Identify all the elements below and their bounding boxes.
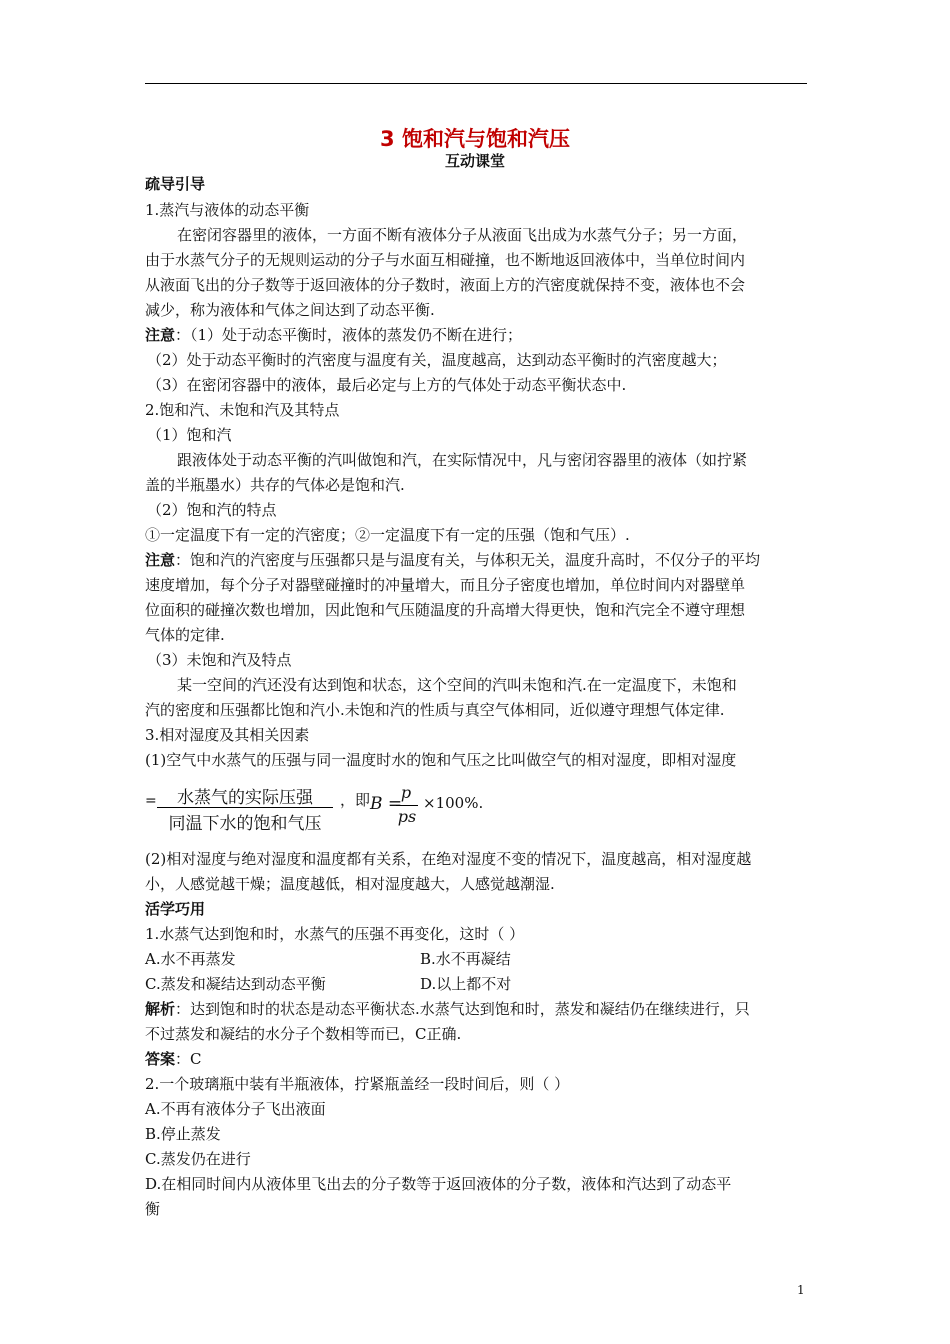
option-a: A.水不再蒸发: [145, 950, 236, 968]
paragraph-line: (2)相对湿度与绝对湿度和温度都有关系，在绝对湿度不变的情况下，温度越高，相对湿度越: [145, 850, 752, 868]
formula-equals: =: [145, 793, 157, 809]
fraction-bar: [396, 805, 418, 806]
subsection-title: （1）饱和汽: [147, 426, 232, 444]
paragraph-line: 某一空间的汽还没有达到饱和状态，这个空间的汽叫未饱和汽.在一定温度下，未饱和: [177, 676, 737, 694]
option-b: B.水不再凝结: [420, 950, 511, 968]
option-b: B.停止蒸发: [145, 1125, 221, 1143]
paragraph-line: (1)空气中水蒸气的压强与同一温度时水的饱和气压之比叫做空气的相对湿度，即相对湿度: [145, 751, 737, 769]
heading-apply: 活学巧用: [145, 900, 206, 918]
paragraph-line: 盖的半瓶墨水）共存的气体必是饱和汽.: [145, 476, 405, 494]
note-label: 注意: [145, 326, 176, 344]
analysis-label: 解析: [145, 1000, 176, 1018]
formula-p: p: [400, 783, 412, 802]
page-number: 1: [797, 1283, 805, 1297]
page-title: 3 饱和汽与饱和汽压: [380, 127, 570, 151]
option-c: C.蒸发仍在进行: [145, 1150, 251, 1168]
formula-lhs: B =: [370, 794, 403, 814]
relative-humidity-formula: [145, 783, 545, 833]
paragraph-line: 跟液体处于动态平衡的汽叫做饱和汽，在实际情况中，凡与密闭容器里的液体（如拧紧: [177, 451, 748, 469]
subsection-title: （2）饱和汽的特点: [147, 501, 277, 519]
paragraph-line: 在密闭容器里的液体，一方面不断有液体分子从液面飞出成为水蒸气分子；另一方面，: [177, 226, 748, 244]
option-d: D.以上都不对: [420, 975, 512, 993]
paragraph-line: 气体的定律.: [145, 626, 225, 644]
option-d: D.在相同时间内从液体里飞出去的分子数等于返回液体的分子数，液体和汽达到了动态平: [145, 1175, 732, 1193]
answer-label: 答案: [145, 1050, 176, 1068]
note-text: ：饱和汽的汽密度与压强都只是与温度有关，与体积无关，温度升高时，不仅分子的平均: [175, 551, 761, 569]
formula-denominator: 同温下水的饱和气压: [168, 814, 322, 834]
note-label: 注意: [145, 551, 176, 569]
section2-title: 2.饱和汽、未饱和汽及其特点: [145, 401, 340, 419]
paragraph-line: 汽的密度和压强都比饱和汽小.未饱和汽的性质与真空气体相同，近似遵守理想气体定律.: [145, 701, 725, 719]
question-2: 2.一个玻璃瓶中装有半瓶液体，拧紧瓶盖经一段时间后，则（ ）: [145, 1075, 570, 1093]
note-line: （3）在密闭容器中的液体，最后必定与上方的气体处于动态平衡状态中.: [147, 376, 627, 394]
paragraph-line: 位面积的碰撞次数也增加，因此饱和气压随温度的升高增大得更快，饱和汽完全不遵守理想: [145, 601, 746, 619]
paragraph-line: 不过蒸发和凝结的水分子个数相等而已，C正确.: [145, 1025, 462, 1043]
paragraph-line: ①一定温度下有一定的汽密度；②一定温度下有一定的压强（饱和气压）.: [145, 526, 630, 544]
section3-title: 3.相对湿度及其相关因素: [145, 726, 310, 744]
analysis-line: [145, 999, 750, 1019]
header-rule: [145, 83, 807, 84]
note-line: （2）处于动态平衡时的汽密度与温度有关，温度越高，达到动态平衡时的汽密度越大；: [147, 351, 727, 369]
page-subtitle: 互动课堂: [444, 152, 505, 170]
note-line: [145, 550, 760, 570]
paragraph-line: 小，人感觉越干燥；温度越低，相对湿度越大，人感觉越潮湿.: [145, 875, 555, 893]
subsection-title: （3）未饱和汽及特点: [147, 651, 292, 669]
section1-title: 1.蒸汽与液体的动态平衡: [145, 201, 310, 219]
note-text: ：（1）处于动态平衡时，液体的蒸发仍不断在进行；: [175, 326, 523, 344]
answer-value: ：C: [175, 1050, 202, 1068]
answer-line: [145, 1049, 202, 1069]
formula-ps: ps: [397, 807, 417, 826]
formula-connector: ，即: [340, 791, 371, 809]
option-c: C.蒸发和凝结达到动态平衡: [145, 975, 326, 993]
fraction-bar: [157, 807, 333, 808]
paragraph-line: 减少，称为液体和气体之间达到了动态平衡.: [145, 301, 435, 319]
note-line: [145, 325, 522, 345]
option-a: A.不再有液体分子飞出液面: [145, 1100, 326, 1118]
paragraph-line: 速度增加，每个分子对器壁碰撞时的冲量增大，而且分子密度也增加，单位时间内对器壁单: [145, 576, 746, 594]
paragraph-line: 从液面飞出的分子数等于返回液体的分子数时，液面上方的汽密度就保持不变，液体也不会: [145, 276, 746, 294]
heading-guide: 疏导引导: [145, 175, 206, 193]
analysis-text: ：达到饱和时的状态是动态平衡状态.水蒸气达到饱和时，蒸发和凝结仍在继续进行，只: [175, 1000, 750, 1018]
paragraph-line: 衡: [145, 1200, 161, 1218]
formula-numerator: 水蒸气的实际压强: [177, 788, 313, 808]
question-1: 1.水蒸气达到饱和时，水蒸气的压强不再变化，这时（ ）: [145, 925, 525, 943]
formula-percent: ×100%.: [423, 794, 484, 812]
paragraph-line: 由于水蒸气分子的无规则运动的分子与水面互相碰撞，也不断地返回液体中，当单位时间内: [145, 251, 746, 269]
